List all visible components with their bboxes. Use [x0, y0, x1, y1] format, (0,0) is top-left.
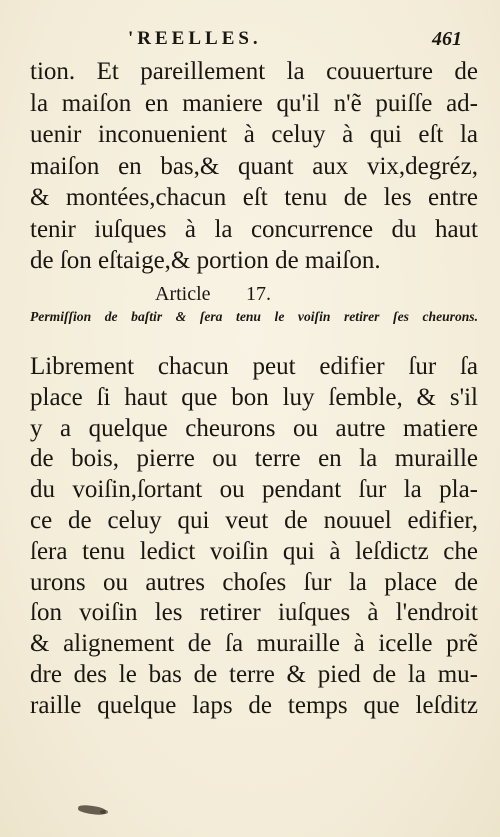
text-line: la maiſon en maniere qu'il n'ẽ puiſſe ad-: [30, 89, 478, 117]
text-line: ſon voiſin les retirer iuſques à l'endroit: [30, 599, 478, 627]
text-line: maiſon en bas,& quant aux vix,degréz,: [30, 152, 478, 180]
text-line: de bois, pierre ou terre en la muraille: [30, 445, 478, 473]
article-summary: Permiſſion de baſtir & ſera tenu le voiſin retirer ſes cheurons.: [30, 309, 478, 324]
text-line: tion. Et pareillement la couuerture de: [30, 58, 478, 85]
text-line: raille quelque laps de temps que leſditz: [30, 691, 478, 719]
running-head: 'REELLES.: [128, 28, 262, 49]
text-line: du voiſin,ſortant ou pendant ſur la pla-: [30, 476, 478, 504]
text-line: ſera tenu ledict voiſin qui à leſdictz che: [30, 537, 478, 565]
article-number: 17.: [246, 283, 271, 305]
article-label: Article: [155, 283, 211, 305]
text-line: dre des le bas de terre & pied de la mu-: [30, 660, 478, 688]
text-line: urons ou autres choſes ſur la place de: [30, 568, 478, 596]
paragraph-1: [30, 56, 478, 277]
page-number: 461: [432, 28, 462, 50]
text-line: Librement chacun peut edifier ſur ſa: [30, 353, 478, 380]
text-line: & montées,chacun eſt tenu de les entre: [30, 184, 478, 211]
page-header: [0, 24, 500, 54]
text-line: uenir inconuenient à celuy à qui eſt la: [30, 121, 478, 148]
text-line: place ſi haut que bon luy ſemble, & s'il: [30, 383, 478, 411]
text-line: de ſon eſtaige,& portion de maiſon.: [30, 247, 381, 274]
text-line: tenir iuſques à la concurrence du haut: [30, 215, 478, 243]
text-line: y a quelque cheurons ou autre matiere: [30, 414, 478, 442]
article-heading: [0, 283, 500, 309]
text-line: & alignement de ſa muraille à icelle prẽ: [30, 630, 478, 658]
ink-smudge: [100, 810, 108, 814]
text-line: ce de celuy qui veut de nouuel edifier,: [30, 506, 478, 534]
paragraph-2: [30, 352, 478, 722]
